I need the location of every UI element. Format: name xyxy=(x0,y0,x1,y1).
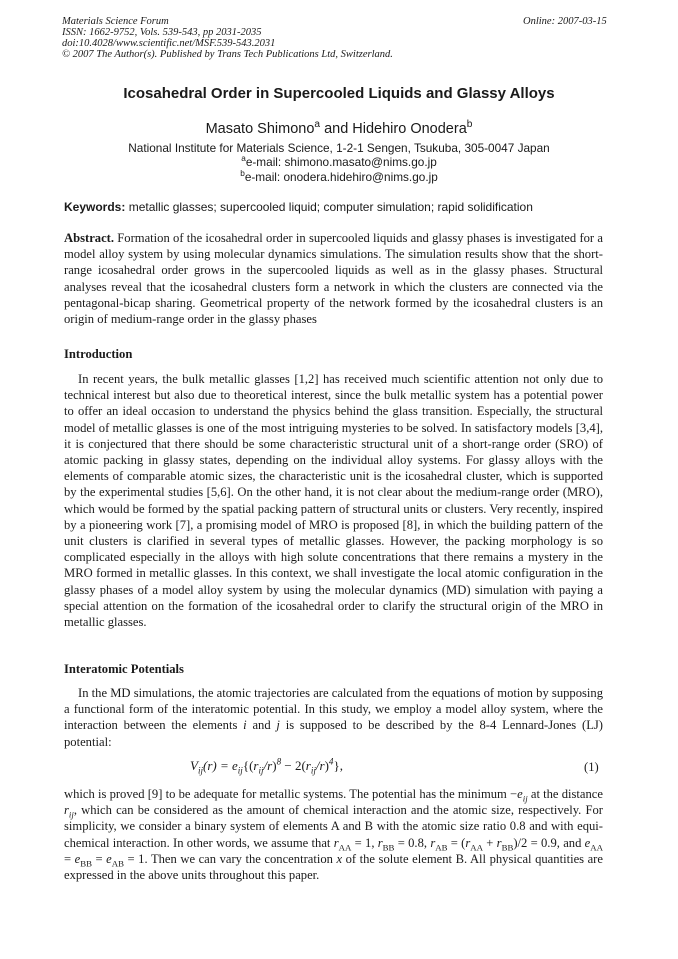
p2-part: = xyxy=(92,851,107,866)
interatomic-paragraph-1 xyxy=(64,685,603,750)
keywords xyxy=(64,200,533,214)
abstract-text: Formation of the icosahedral order in supercooled liquids and glassy phases is investigated for a model alloy system by using molecular dynamics simulations. The simulation results show that the short-range icosahedral order grows in the supercooled liquids as well as in the glassy phases. Structural analyses reveal that the icosahedral clusters form a network in which the clusters are connected via the pentagonal-bicap sharing. Geometrical property of the network formed by the icosahedral clusters is an origin of medium-range order in the glassy phases xyxy=(64,231,603,327)
p2-part: = 1. Then we can vary the concentration xyxy=(124,851,337,866)
author-line xyxy=(0,121,678,137)
p2-part: of the solute element B. All physical quantities are expressed in the above units throughout this paper. xyxy=(64,851,603,883)
p2-part: , which can be considered as the amount of chemical interaction and the atomic size, respectively. For simplicity, we consider a binary system of elements A and B with the atomic size ratio 0.8 and with equi-chemical interaction. In other words, we assume that xyxy=(64,803,603,850)
p2-part: = xyxy=(64,851,75,866)
author-1: Masato Shimono xyxy=(205,121,315,137)
keywords-text: metallic glasses; supercooled liquid; computer simulation; rapid solidification xyxy=(125,200,533,214)
email-b-text: e-mail: onodera.hidehiro@nims.go.jp xyxy=(244,170,438,184)
var-j: j xyxy=(276,718,280,733)
author-2-marker: b xyxy=(466,119,473,131)
keywords-label: Keywords: xyxy=(64,200,126,214)
copyright-line: © 2007 The Author(s). Published by Trans Tech Publications Ltd, Switzerland. xyxy=(62,49,393,60)
var-i: i xyxy=(243,718,247,733)
abstract-label: Abstract. xyxy=(64,231,115,245)
email-a xyxy=(0,155,678,169)
interatomic-heading: Interatomic Potentials xyxy=(64,662,184,676)
p2-part: + xyxy=(482,835,497,850)
introduction-heading: Introduction xyxy=(64,347,133,361)
equation-1: $V_{ij}(r) = e_{ij}\{(r_{ij}/r)^8 - 2(r_{ij}/r)^4\}$, xyxy=(190,756,343,776)
email-b xyxy=(0,170,678,184)
equation-number: (1) xyxy=(584,760,599,774)
online-date: Online: 2007-03-15 xyxy=(523,16,607,27)
email-a-marker: a xyxy=(241,154,246,164)
interatomic-paragraph-2: which is proved [9] to be adequate for metallic systems. The potential has the minimum $-e_{ij}$ at the distance $r_{ij}$, which can be considered as the amount of chemical interaction and the atomic size, respectively. For simplicity, we consider a binary system of elements A and B with the atomic size ratio 0.8 and with equi-chemical interaction. In other words, we assume that $r_{AA} = 1$, $r_{BB} = 0.8$, $r_{AB} = (r_{AA} + r_{BB})/2 = 0.9$, and $e_{AA} = e_{BB} = e_{AB} = 1$. Then we can vary the concentration x of the solute element B. All physical quantities are expressed in the above units throughout this paper. xyxy=(64,787,603,883)
email-b-marker: b xyxy=(240,169,245,179)
journal-name: Materials Science Forum xyxy=(62,16,169,27)
var-x: x xyxy=(336,851,343,866)
introduction-text: In recent years, the bulk metallic glasses [1,2] has received much scientific attention not only due to technical interest but also due to theoretical interest, since the bulk metallic system has a potential power to offer an ideal occasion to understand the physics behind the glass transition. Especially, the structural model of metallic glasses is one of the most intriguing mysteries to be solved. In satisfactory models [3,4], it is conjectured that there should be some characteristic structural unit of a short-range order (SRO) of atomic packing in glassy states, depending on the individual alloy systems. For glassy alloys with the elements of comparable atomic sizes, the characteristic unit is the icosahedral cluster, which is supported by the experimental studies [5,6]. On the other hand, it is not clear about the medium-range order (MRO), which would be formed by the spatial packing pattern of structural units or clusters. Very recently, inspired by a pioneering work [7], a promising model of MRO is proposed [8], in which the building pattern of the unit clusters is clarified in several types of metallic glasses. However, the packing morphology is so complicated especially in the alloys with high solute concentrations that there remains a mystery in the MRO formed in metallic glasses. In this context, we shall investigate the local atomic configuration in the glassy phases of a model alloy system by using the molecular dynamics (MD) simulation with paying a special attention on the formation of the icosahedral order to clarify the structural origin of the MRO in metallic glasses. xyxy=(64,372,603,630)
p2-part: which is proved [9] to be adequate for metallic systems. The potential has the minimum − xyxy=(64,787,518,801)
p2-part: )/2 = 0.9, and xyxy=(513,835,585,850)
author-1-marker: a xyxy=(314,119,321,131)
abstract xyxy=(64,230,603,327)
p1-part: and xyxy=(246,718,277,733)
p1-part: In the MD simulations, the atomic trajectories are calculated from the equations of motion by supposing a functional form of the interatomic potential. In this study, we employ a model alloy system, where the interaction between the elements xyxy=(64,686,603,733)
author-and: and xyxy=(320,121,353,137)
doi-line: doi:10.4028/www.scientific.net/MSF.539-543.2031 xyxy=(62,38,276,49)
p2-part: = ( xyxy=(447,835,466,850)
affiliation: National Institute for Materials Science, 1-2-1 Sengen, Tsukuba, 305-0047 Japan xyxy=(128,141,550,155)
email-a-text: e-mail: shimono.masato@nims.go.jp xyxy=(245,155,437,169)
p2-part: at the distance xyxy=(527,787,603,801)
paper-title: Icosahedral Order in Supercooled Liquids and Glassy Alloys xyxy=(123,85,555,102)
p2-part: = 1, xyxy=(351,835,378,850)
author-2: Hidehiro Onodera xyxy=(352,121,467,137)
p2-part: = 0.8, xyxy=(394,835,431,850)
issn-line: ISSN: 1662-9752, Vols. 539-543, pp 2031-2035 xyxy=(62,27,262,38)
p1-part: is supposed to be described by the 8-4 Lennard-Jones (LJ) potential: xyxy=(64,718,603,749)
